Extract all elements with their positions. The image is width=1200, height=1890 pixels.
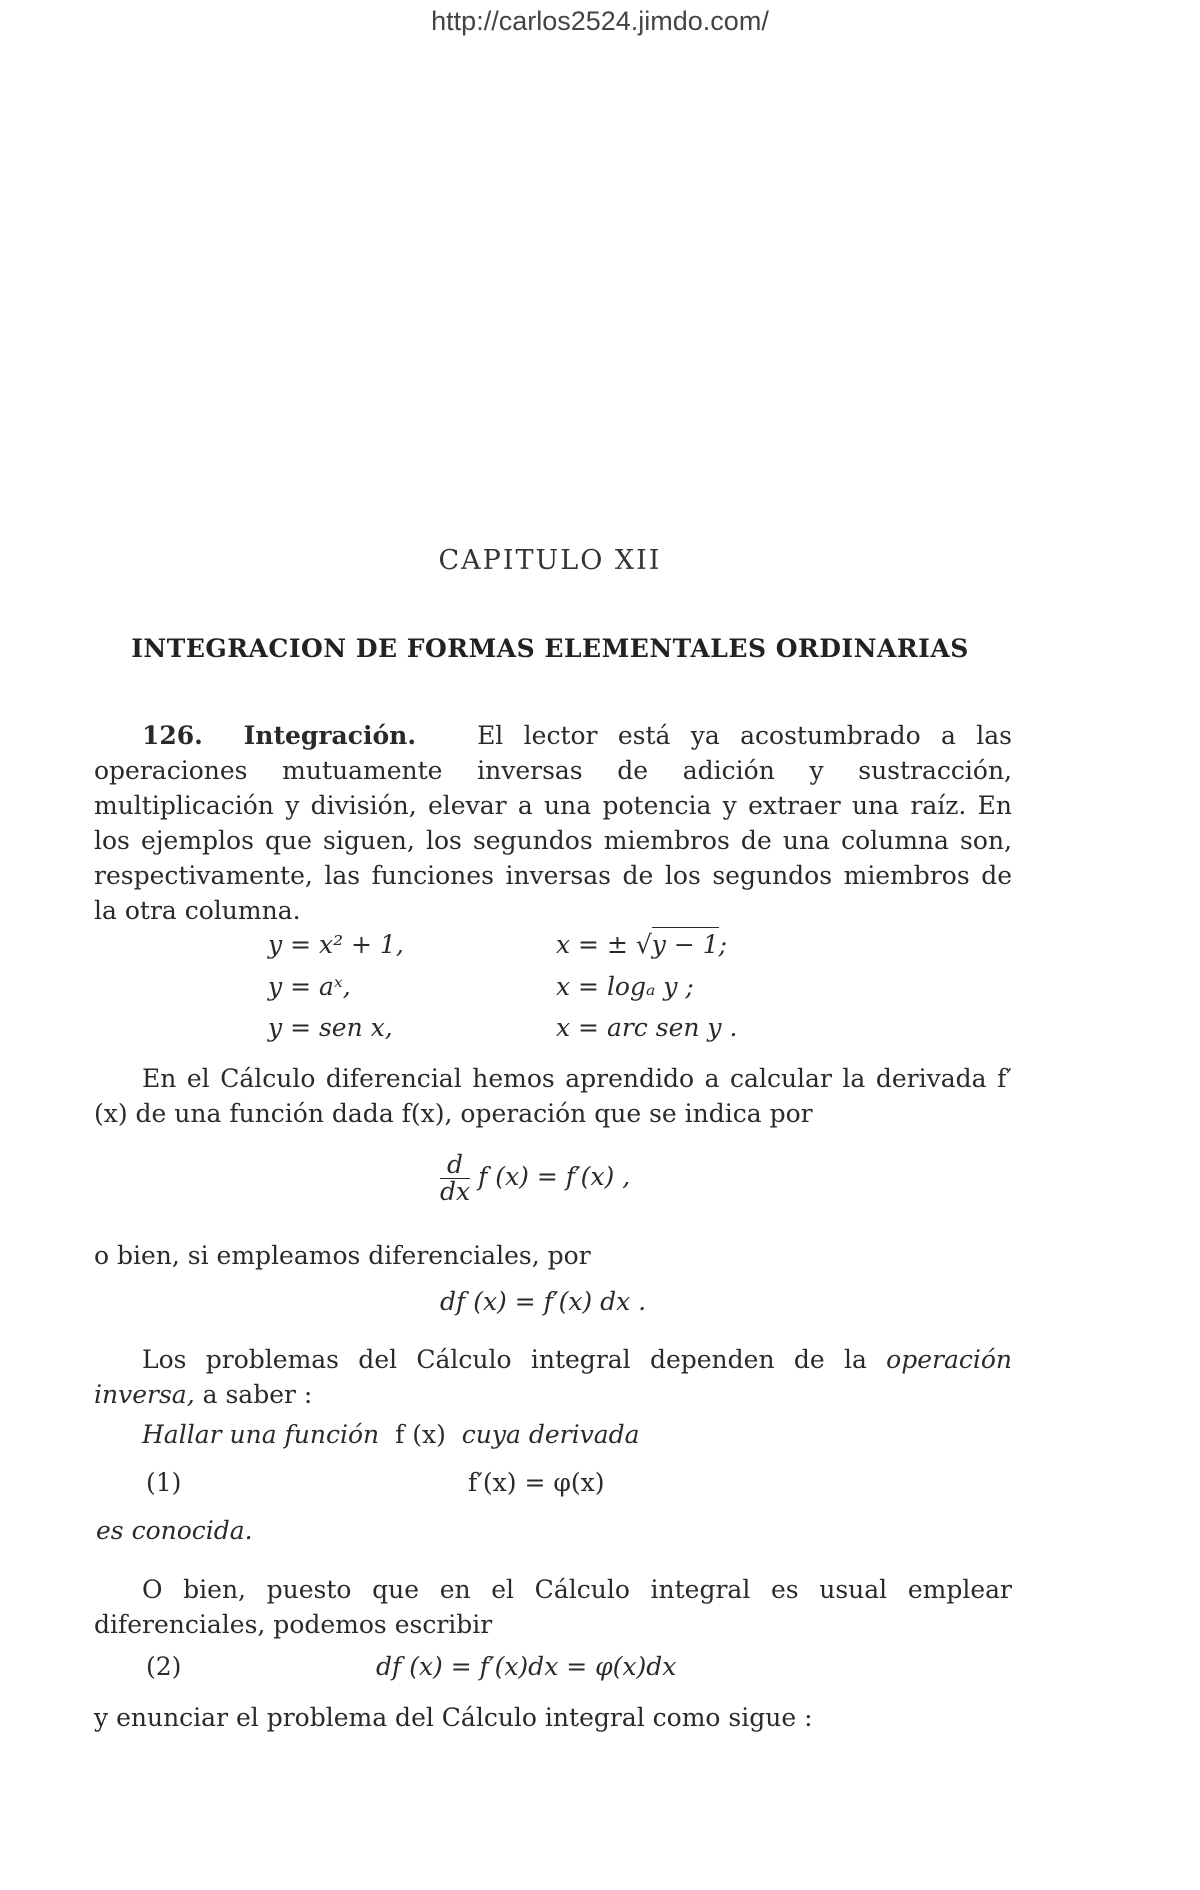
radicand: y − 1 [652, 927, 719, 959]
example-left-1: y = x² + 1, [268, 930, 404, 959]
equation-2: df (x) = f′(x)dx = φ(x)dx [376, 1652, 677, 1681]
example-left-3: y = sen x, [268, 1013, 393, 1042]
example-right-2: x = logₐ y ; [556, 972, 694, 1001]
equation-number-2: (2) [146, 1652, 182, 1681]
example-right-3: x = arc sen y . [556, 1013, 738, 1042]
inverse-emphasis: operación inversa, [94, 1345, 1012, 1409]
fraction-d-dx: $\frac{d}{dx}$ [440, 1150, 471, 1206]
example-right-1: x = ± √y − 1; [556, 930, 727, 959]
chapter-title: CAPITULO XII [438, 545, 662, 576]
intro-paragraph [94, 718, 1012, 928]
problem-statement: Hallar una función f (x) cuya derivada [142, 1420, 640, 1449]
equation-derivative: $\frac{d}{dx}$ f (x) = f′(x) , [440, 1150, 631, 1206]
paragraph-differentials: o bien, si empleamos diferenciales, por [94, 1241, 591, 1270]
equation-differential: df (x) = f′(x) dx . [440, 1287, 647, 1316]
paragraph-inverse: Los problemas del Cálculo integral dependen de la operación inversa, a saber : [94, 1345, 1012, 1409]
section-number: 126. [142, 721, 203, 750]
equation-number-1: (1) [146, 1468, 182, 1497]
paragraph-final: y enunciar el problema del Cálculo integral como sigue : [94, 1703, 813, 1732]
example-left-2: y = aˣ, [268, 972, 351, 1001]
source-url: http://carlos2524.jimdo.com/ [431, 6, 769, 36]
paragraph-derivative: En el Cálculo diferencial hemos aprendido a calcular la derivada f′(x) de una función dada f(x), operación que se indica por [94, 1064, 1012, 1128]
paragraph-differentials-usage: O bien, puesto que en el Cálculo integral es usual emplear diferenciales, podemos escribir [94, 1575, 1012, 1639]
equation-1: f′(x) = φ(x) [468, 1468, 605, 1497]
intro-text: El lector está ya acostumbrado a las operaciones mutuamente inversas de adición y sustracción, multiplicación y división, elevar a una potencia y extraer una raíz. En los ejemplos que siguen, los segundos miembros de una columna son, respectivamente, las funciones inversas de los segundos miembros de la otra columna. [94, 721, 1012, 925]
section-heading: Integración. [243, 721, 417, 750]
chapter-subtitle: INTEGRACION DE FORMAS ELEMENTALES ORDINARIAS [131, 634, 969, 663]
known-text: es conocida. [96, 1516, 253, 1545]
